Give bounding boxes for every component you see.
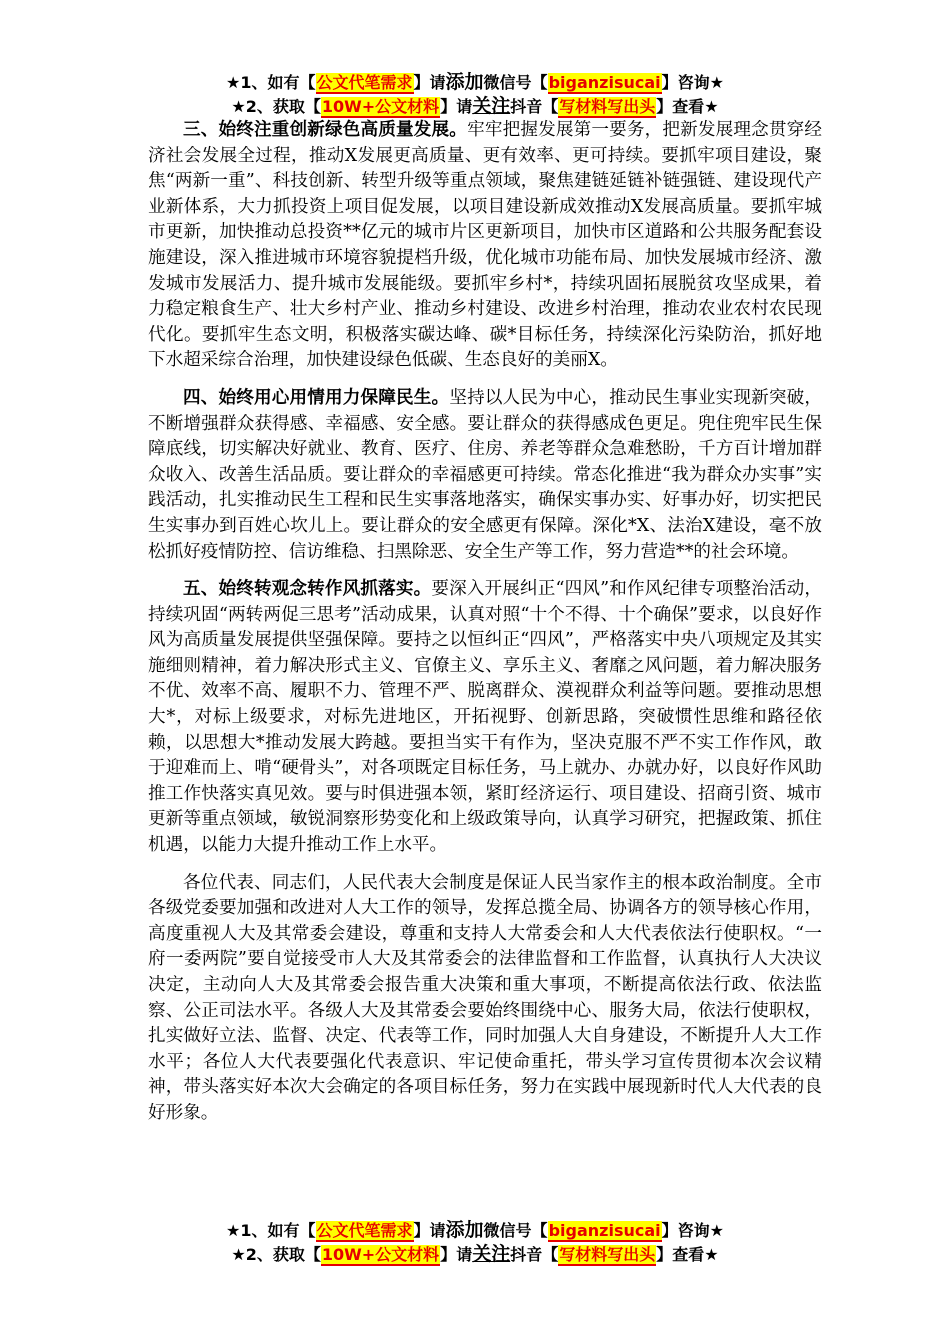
paragraph-text: 牢牢把握发展第一要务，把新发展理念贯穿经济社会发展全过程，推动X发展更高质量、更有效率、更可持续。要抓牢项目建设，聚焦“两新一重”、科技创新、转型升级等重点领域，聚焦建链延链补链强链、建设现代产业新体系，大力抓投资上项目促发展，以项目建设新成效推动X发展高质量。要抓牢城市更新，加快推动总投资**亿元的城市片区更新项目，加快市区道路和公共服务配套设施建设，深入推进城市环境容貌提档升级，优化城市功能布局、加快发展城市经济、激发城市发展活力、提升城市发展能级。要抓牢乡村*，持续巩固拓展脱贫攻坚成果，着力稳定粮食生产、壮大乡村产业、推动乡村建设、改进乡村治理，推动农业农村农民现代化。要抓牢生态文明，积极落实碳达峰、碳*目标任务，持续深化污染防治，抓好地下水超采综合治理，加快建设绿色低碳、生态良好的美丽X。	[148, 120, 822, 371]
paragraph-heading: 三、始终注重创新绿色高质量发展。	[183, 120, 468, 140]
promo-line-1	[0, 1218, 950, 1242]
promo-line-2-text-a: 】请	[440, 1245, 473, 1264]
promo-line-1-emphasis: 添加	[445, 1219, 484, 1241]
promo-line-1	[0, 70, 950, 94]
promo-douyin-id: 写材料写出头	[559, 97, 656, 116]
promo-materials-highlight: 10W+公文材料	[321, 97, 440, 116]
promo-line-1-text-a: 】请	[413, 73, 446, 92]
promo-line-1-prefix: ★1、如有【	[226, 1221, 316, 1240]
bottom-promo-banner	[0, 1218, 950, 1266]
promo-line-2-text-a: 】请	[440, 97, 473, 116]
promo-douyin-id: 写材料写出头	[559, 1245, 656, 1264]
promo-line-2-emphasis: 关注	[472, 1243, 511, 1265]
promo-wechat-id: biganzisucai	[548, 73, 661, 92]
promo-line-1-suffix: 】咨询★	[661, 73, 724, 92]
promo-line-1-prefix: ★1、如有【	[226, 73, 316, 92]
promo-line-2-text-b: 抖音【	[510, 1245, 559, 1264]
paragraph-text: 各位代表、同志们，人民代表大会制度是保证人民当家作主的根本政治制度。全市各级党委要加强和改进对人大工作的领导，发挥总揽全局、协调各方的领导核心作用，高度重视人大及其常委会建设，尊重和支持人大常委会和人大代表依法行使职权。“一府一委两院”要自觉接受市人大及其常委会的法律监督和工作监督，认真执行人大决议决定，主动向人大及其常委会报告重大决策和重大事项，不断提高依法行政、依法监察、公正司法水平。各级人大及其常委会要始终围绕中心、服务大局，依法行使职权，扎实做好立法、监督、决定、代表等工作，同时加强人大自身建设，不断提升人大工作水平；各位人大代表要强化代表意识、牢记使命重托，带头学习宣传贯彻本次会议精神，带头落实好本次大会确定的各项目标任务，努力在实践中展现新时代人大代表的良好形象。	[148, 872, 822, 1123]
promo-service-highlight: 公文代笔需求	[316, 1221, 413, 1240]
promo-line-2	[0, 94, 950, 118]
promo-line-1-suffix: 】咨询★	[661, 1221, 724, 1240]
paragraph-four	[148, 386, 822, 565]
promo-service-highlight: 公文代笔需求	[316, 73, 413, 92]
promo-line-1-text-b: 微信号【	[483, 73, 548, 92]
promo-wechat-id: biganzisucai	[548, 1221, 661, 1240]
promo-line-1-text-b: 微信号【	[483, 1221, 548, 1240]
document-body	[148, 118, 822, 1139]
promo-line-1-emphasis: 添加	[445, 71, 484, 93]
promo-line-2-text-b: 抖音【	[510, 97, 559, 116]
paragraph-five	[148, 577, 822, 859]
promo-materials-highlight: 10W+公文材料	[321, 1245, 440, 1264]
paragraph-text: 要深入开展纠正“四风”和作风纪律专项整治活动，持续巩固“两转两促三思考”活动成果，认真对照“十个不得、十个确保”要求，以良好作风为高质量发展提供坚强保障。要持之以恒纠正“四风”，严格落实中央八项规定及其实施细则精神，着力解决形式主义、官僚主义、享乐主义、奢靡之风问题，着力解决服务不优、效率不高、履职不力、管理不严、脱离群众、漠视群众利益等问题。要推动思想大*，对标上级要求，对标先进地区，开拓视野、创新思路，突破惯性思维和路径依赖，以思想大*推动发展大跨越。要担当实干有作为，坚决克服不严不实工作作风，敢于迎难而上、啃“硬骨头”，对各项既定目标任务，马上就办、办就办好，以良好作风助推工作快落实真见效。要与时俱进强本领，紧盯经济运行、项目建设、招商引资、城市更新等重点领域，敏锐洞察形势变化和上级政策导向，认真学习研究，把握政策、抓住机遇，以能力大提升推动工作上水平。	[148, 579, 822, 856]
promo-line-2-prefix: ★2、获取【	[231, 97, 321, 116]
promo-line-2-suffix: 】查看★	[656, 1245, 719, 1264]
paragraph-closing	[148, 871, 822, 1127]
paragraph-heading: 四、始终用心用情用力保障民生。	[183, 387, 450, 408]
paragraph-text: 坚持以人民为中心，推动民生事业实现新突破，不断增强群众获得感、幸福感、安全感。要让群众的获得感成色更足。兜住兜牢民生保障底线，切实解决好就业、教育、医疗、住房、养老等群众急难愁盼，千方百计增加群众收入、改善生活品质。要让群众的幸福感更可持续。常态化推进“我为群众办实事”实践活动，扎实推动民生工程和民生实事落地落实，确保实事办实、好事办好，切实把民生实事办到百姓心坎儿上。要让群众的安全感更有保障。深化*X、法治X建设，毫不放松抓好疫情防控、信访维稳、扫黑除恶、安全生产等工作，努力营造**的社会环境。	[148, 387, 822, 562]
top-promo-banner	[0, 70, 950, 118]
promo-line-2-emphasis: 关注	[472, 95, 511, 117]
promo-line-2	[0, 1242, 950, 1266]
promo-line-2-suffix: 】查看★	[656, 97, 719, 116]
promo-line-1-text-a: 】请	[413, 1221, 446, 1240]
promo-line-2-prefix: ★2、获取【	[231, 1245, 321, 1264]
paragraph-heading: 五、始终转观念转作风抓落实。	[183, 579, 432, 600]
paragraph-three	[148, 118, 822, 374]
